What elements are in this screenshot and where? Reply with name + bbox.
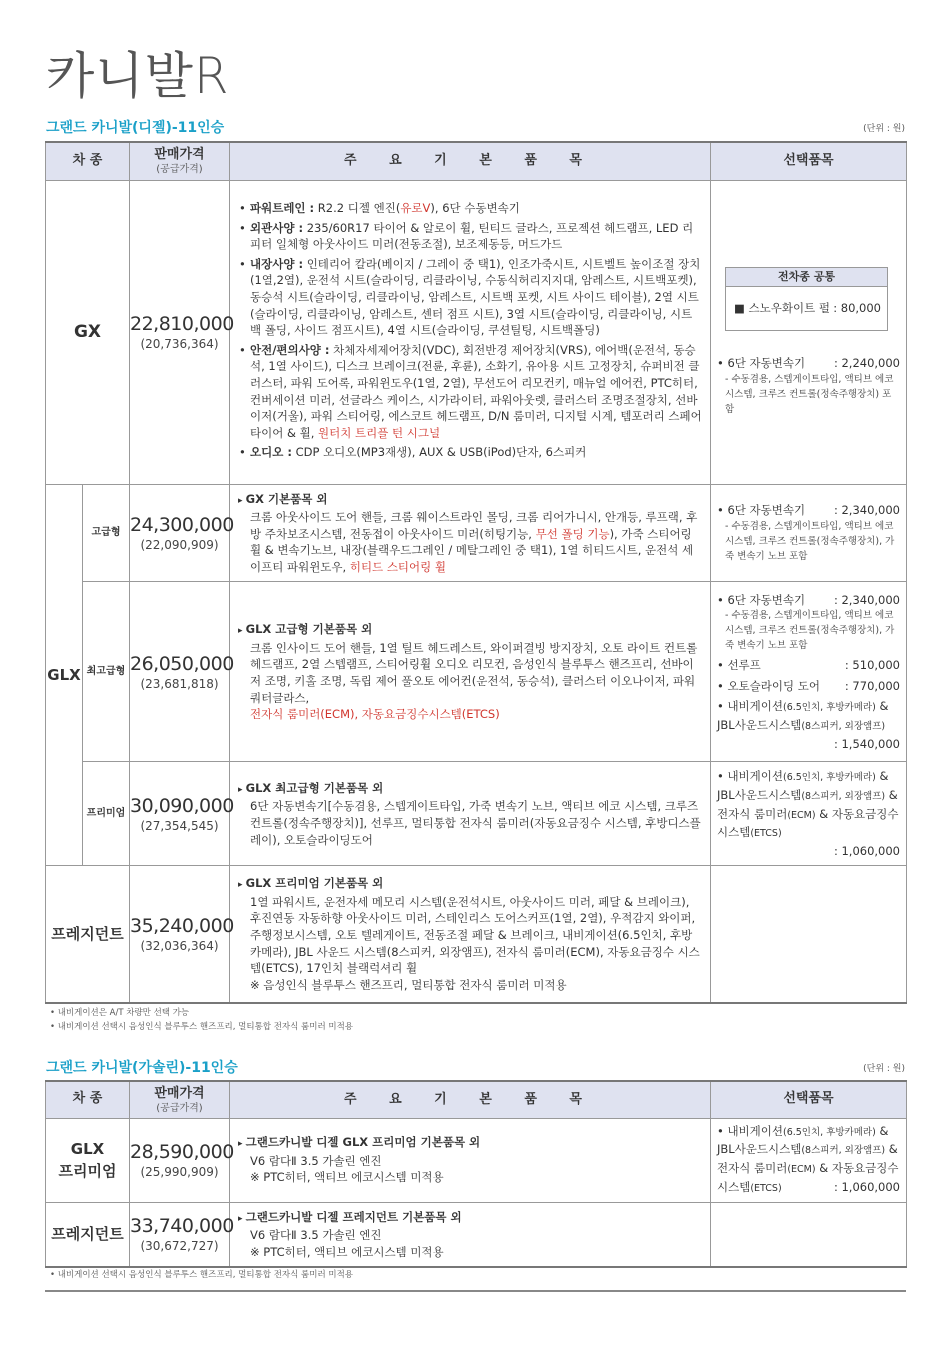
model-gx: GX [46,180,130,484]
gasoline-price-table: 차 종 판매가격 (공급가격) 주 요 기 본 품 목 선택품목 GLX 프리미엄 28,590,000 (25,990,909) ▸ 그랜드카니발 디젤 GLX 프리미엄 기본품목 외 V6 람다Ⅱ 3.5 가솔린 엔진 ※ PTC히터, 액티브 에코시스템 미적용 • 내비게이션(6.5인치, 후방카메라) & JBL사운드시스템(8스피커, 외장앰프) & 전자식 룸미러(ECM) & 자동요금징수시스템(ETCS) : 1,060,000 프레지던트 33,740,000 (30,672,727) ▸ 그랜드카니발 디젤 프레지던트 기본품목 외 V6 람다Ⅱ 3.5 가솔린 엔진 ※ PTC히터, 액티브 에코시스템 미적용 [45,1080,907,1268]
unit-label: (단위 : 원) [863,1064,905,1074]
table-row-glx-high: GLX 고급형 24,300,000 (22,090,909) ▸ GX 기본품목 외 크롬 아웃사이드 도어 핸들, 크롬 웨이스트라인 몰딩, 크롬 리어가니시, 안개등, 루프랙, 후방 주차보조시스템, 전동접이 아웃사이드 미러(히팅기능, 무선 폴딩 기능), 가죽 스티어링휠 & 변속기노브, 내장(블랙우드그레인 / 메탈그레인 중 택1), 1열 히티드시트, 운전석 세이프티 파워윈도우, 히티드 스티어링 휠 • 6단 자동변속기 : 2,340,000 - 수동겸용, 스텝게이트타입, 액티브 에코 시스템, 크루즈 컨트롤(정속주행장치), 가죽 변속기 노브 포함 [46,484,907,582]
header-features: 주 요 기 본 품 목 [230,142,711,180]
footnotes-gasoline: • 내비게이션 선택시 음성인식 블루투스 핸즈프리, 멀티통합 전자식 룸미러 미적용 [50,1270,353,1280]
unit-label: (단위 : 원) [863,124,905,134]
table-row-gasoline-president: 프레지던트 33,740,000 (30,672,727) ▸ 그랜드카니발 디젤 프레지던트 기본품목 외 V6 람다Ⅱ 3.5 가솔린 엔진 ※ PTC히터, 액티브 에코시스템 미적용 [46,1202,907,1267]
section-title-diesel: 그랜드 카니발(디젤)-11인승 [46,120,225,136]
bottom-divider [45,1290,906,1292]
header-options: 선택품목 [711,142,907,180]
feature-powertrain: • 파워트레인 : R2.2 디젤 엔진(유로V), 6단 수동변속기 [238,200,702,217]
supply-price: (20,736,364) [140,337,219,351]
features-cell [230,180,711,484]
feature-audio: • 오디오 : CDP 오디오(MP3재생), AUX & USB(iPod)단자, 6스피커 [238,444,702,461]
footnotes-diesel: • 내비게이션은 A/T 차량만 선택 가능 • 내비게이션 선택시 음성인식 블루투스 핸즈프리, 멀티통합 전자식 룸미러 미적용 [50,1008,353,1032]
diesel-price-table [45,141,907,1004]
feature-exterior: • 외관사양 : 235/60R17 타이어 & 알로이 휠, 틴티드 글라스, 프로젝션 헤드램프, LED 리피터 일체형 아웃사이드 미러(전동조절), 보조제동등, 머드가드 [238,220,702,253]
section-title-gasoline: 그랜드 카니발(가솔린)-11인승 [46,1060,238,1076]
sale-price: 22,810,000 [130,313,234,335]
common-options-box: 전차종 공통 ■ 스노우화이트 펄 : 80,000 [725,267,888,331]
feature-safety: • 안전/편의사양 : 차체자세제어장치(VDC), 회전반경 제어장치(VRS), 에어백(운전석, 동승석, 1열 사이드), 디스크 브레이크(전륜, 후륜), 소화기, 유아용 시트 고정장치, 슈퍼비전 클러스터, 파워 도어록, 파워윈도우(1열, 2열), 무선도어 리모컨키, 매뉴얼 에어컨, PTC히터, 컨버세이션 미러, 선글라스 케이스, 시가라이터, 파워아웃렛, 클러스터 조명조절장치, 선바이저(거울), 파워 스티어링, 에스코트 헤드램프, D/N 룸미러, 디지털 시계, 템포러리 스페어 타이어 & 휠, 원터치 트리플 턴 시그널 [238,342,702,442]
header-model: 차 종 [46,142,130,180]
page-title: 카니발R [46,47,230,105]
table-row-glx-top: 최고급형 26,050,000 (23,681,818) ▸ GLX 고급형 기본품목 외 크롬 인사이드 도어 핸들, 1열 틸트 헤드레스트, 와이퍼결빙 방지장치, 오토 라이트 컨트롤 헤드램프, 2열 스텝램프, 스티어링휠 오디오 리모컨, 음성인식 블루투스 핸즈프리, 선바이저 조명, 키홀 조명, 독립 제어 풀오토 에어컨(운전석, 동승석), 클러스터 이오나이저, 파워 쿼터글라스, 전자식 룸미러(ECM), 자동요금징수시스템(ETCS) • 6단 자동변속기 : 2,340,000 - 수동겸용, 스텝게이트타입, 액티브 에코 시스템, 크루즈 컨트롤(정속주행장치), 가죽 변속기 노브 포함 • 선루프 : 510,000 • 오토슬라이딩 도어 : 770,000 • 내비게이션(6.5인치, 후방카메라) & JBL사운드시스템(8스피커, 외장앰프) : 1,540,000 [46,582,907,762]
trim-label: 고급형 [83,484,130,582]
price-cell [130,180,234,484]
model-glx: GLX [46,484,83,866]
table-row-gx [46,180,907,484]
table-row-gasoline-glx-premium: GLX 프리미엄 28,590,000 (25,990,909) ▸ 그랜드카니발 디젤 GLX 프리미엄 기본품목 외 V6 람다Ⅱ 3.5 가솔린 엔진 ※ PTC히터, 액티브 에코시스템 미적용 • 내비게이션(6.5인치, 후방카메라) & JBL사운드시스템(8스피커, 외장앰프) & 전자식 룸미러(ECM) & 자동요금징수시스템(ETCS) : 1,060,000 [46,1118,907,1202]
options-cell: 전차종 공통 ■ 스노우화이트 펄 : 80,000 • 6단 자동변속기 : 2,240,000 - 수동겸용, 스텝게이트타입, 액티브 에코 시스템, 크루즈 컨트롤(정속주행장치) 포함 [711,180,907,484]
feature-interior: • 내장사양 : 인테리어 칼라(베이지 / 그레이 중 택1), 인조가죽시트, 시트벨트 높이조절 장치(1열,2열), 운전석 시트(슬라이딩, 리클라이닝, 수동식허리지지대, 암레스트, 시트백포켓), 동승석 시트(슬라이딩, 리클라이닝, 암레스트, 시트백 포켓, 시트 사이드 테이블), 2열 시트(슬라이딩, 리클라이닝, 암레스트, 센터 점프 시트), 3열 시트(슬라이딩, 리클라이닝, 시트백 폴딩, 사이드 점프시트), 4열 시트(슬라이딩, 쿠션틸팅, 시트백폴딩) [238,256,702,339]
header-price: 판매가격 (공급가격) [130,142,230,180]
table-row-president: 프레지던트 35,240,000 (32,036,364) ▸ GLX 프리미엄 기본품목 외 1열 파워시트, 운전자세 메모리 시스템(운전석시트, 아웃사이드 미러, 페달 & 브레이크), 후진연동 자동하향 아웃사이드 미러, 스테인리스 도어스커프(1열, 2열), 우적감지 와이퍼, 주행정보시스템, 오토 텔레게이트, 전동조절 페달 & 브레이크, 내비게이션(6.5인치, 후방카메라), JBL 사운드 시스템(8스피커, 외장앰프), 전자식 룸미러(ECM), 자동요금징수 시스템(ETCS), 17인치 블랙럭셔리 휠 ※ 음성인식 블루투스 핸즈프리, 멀티통합 전자식 룸미러 미적용 [46,866,907,1003]
table-row-glx-premium: 프리미엄 30,090,000 (27,354,545) ▸ GLX 최고급형 기본품목 외 6단 자동변속기[수동겸용, 스텝게이트타입, 가죽 변속기 노브, 액티브 에코 시스템, 크루즈 컨트롤(정속주행장치)], 선루프, 멀티통합 전자식 룸미러(자동요금징수 시스템, 후방디스플레이), 오토슬라이딩도어 • 내비게이션(6.5인치, 후방카메라) & JBL사운드시스템(8스피커, 외장앰프) & 전자식 룸미러(ECM) & 자동요금징수시스템(ETCS) : 1,060,000 [46,762,907,866]
